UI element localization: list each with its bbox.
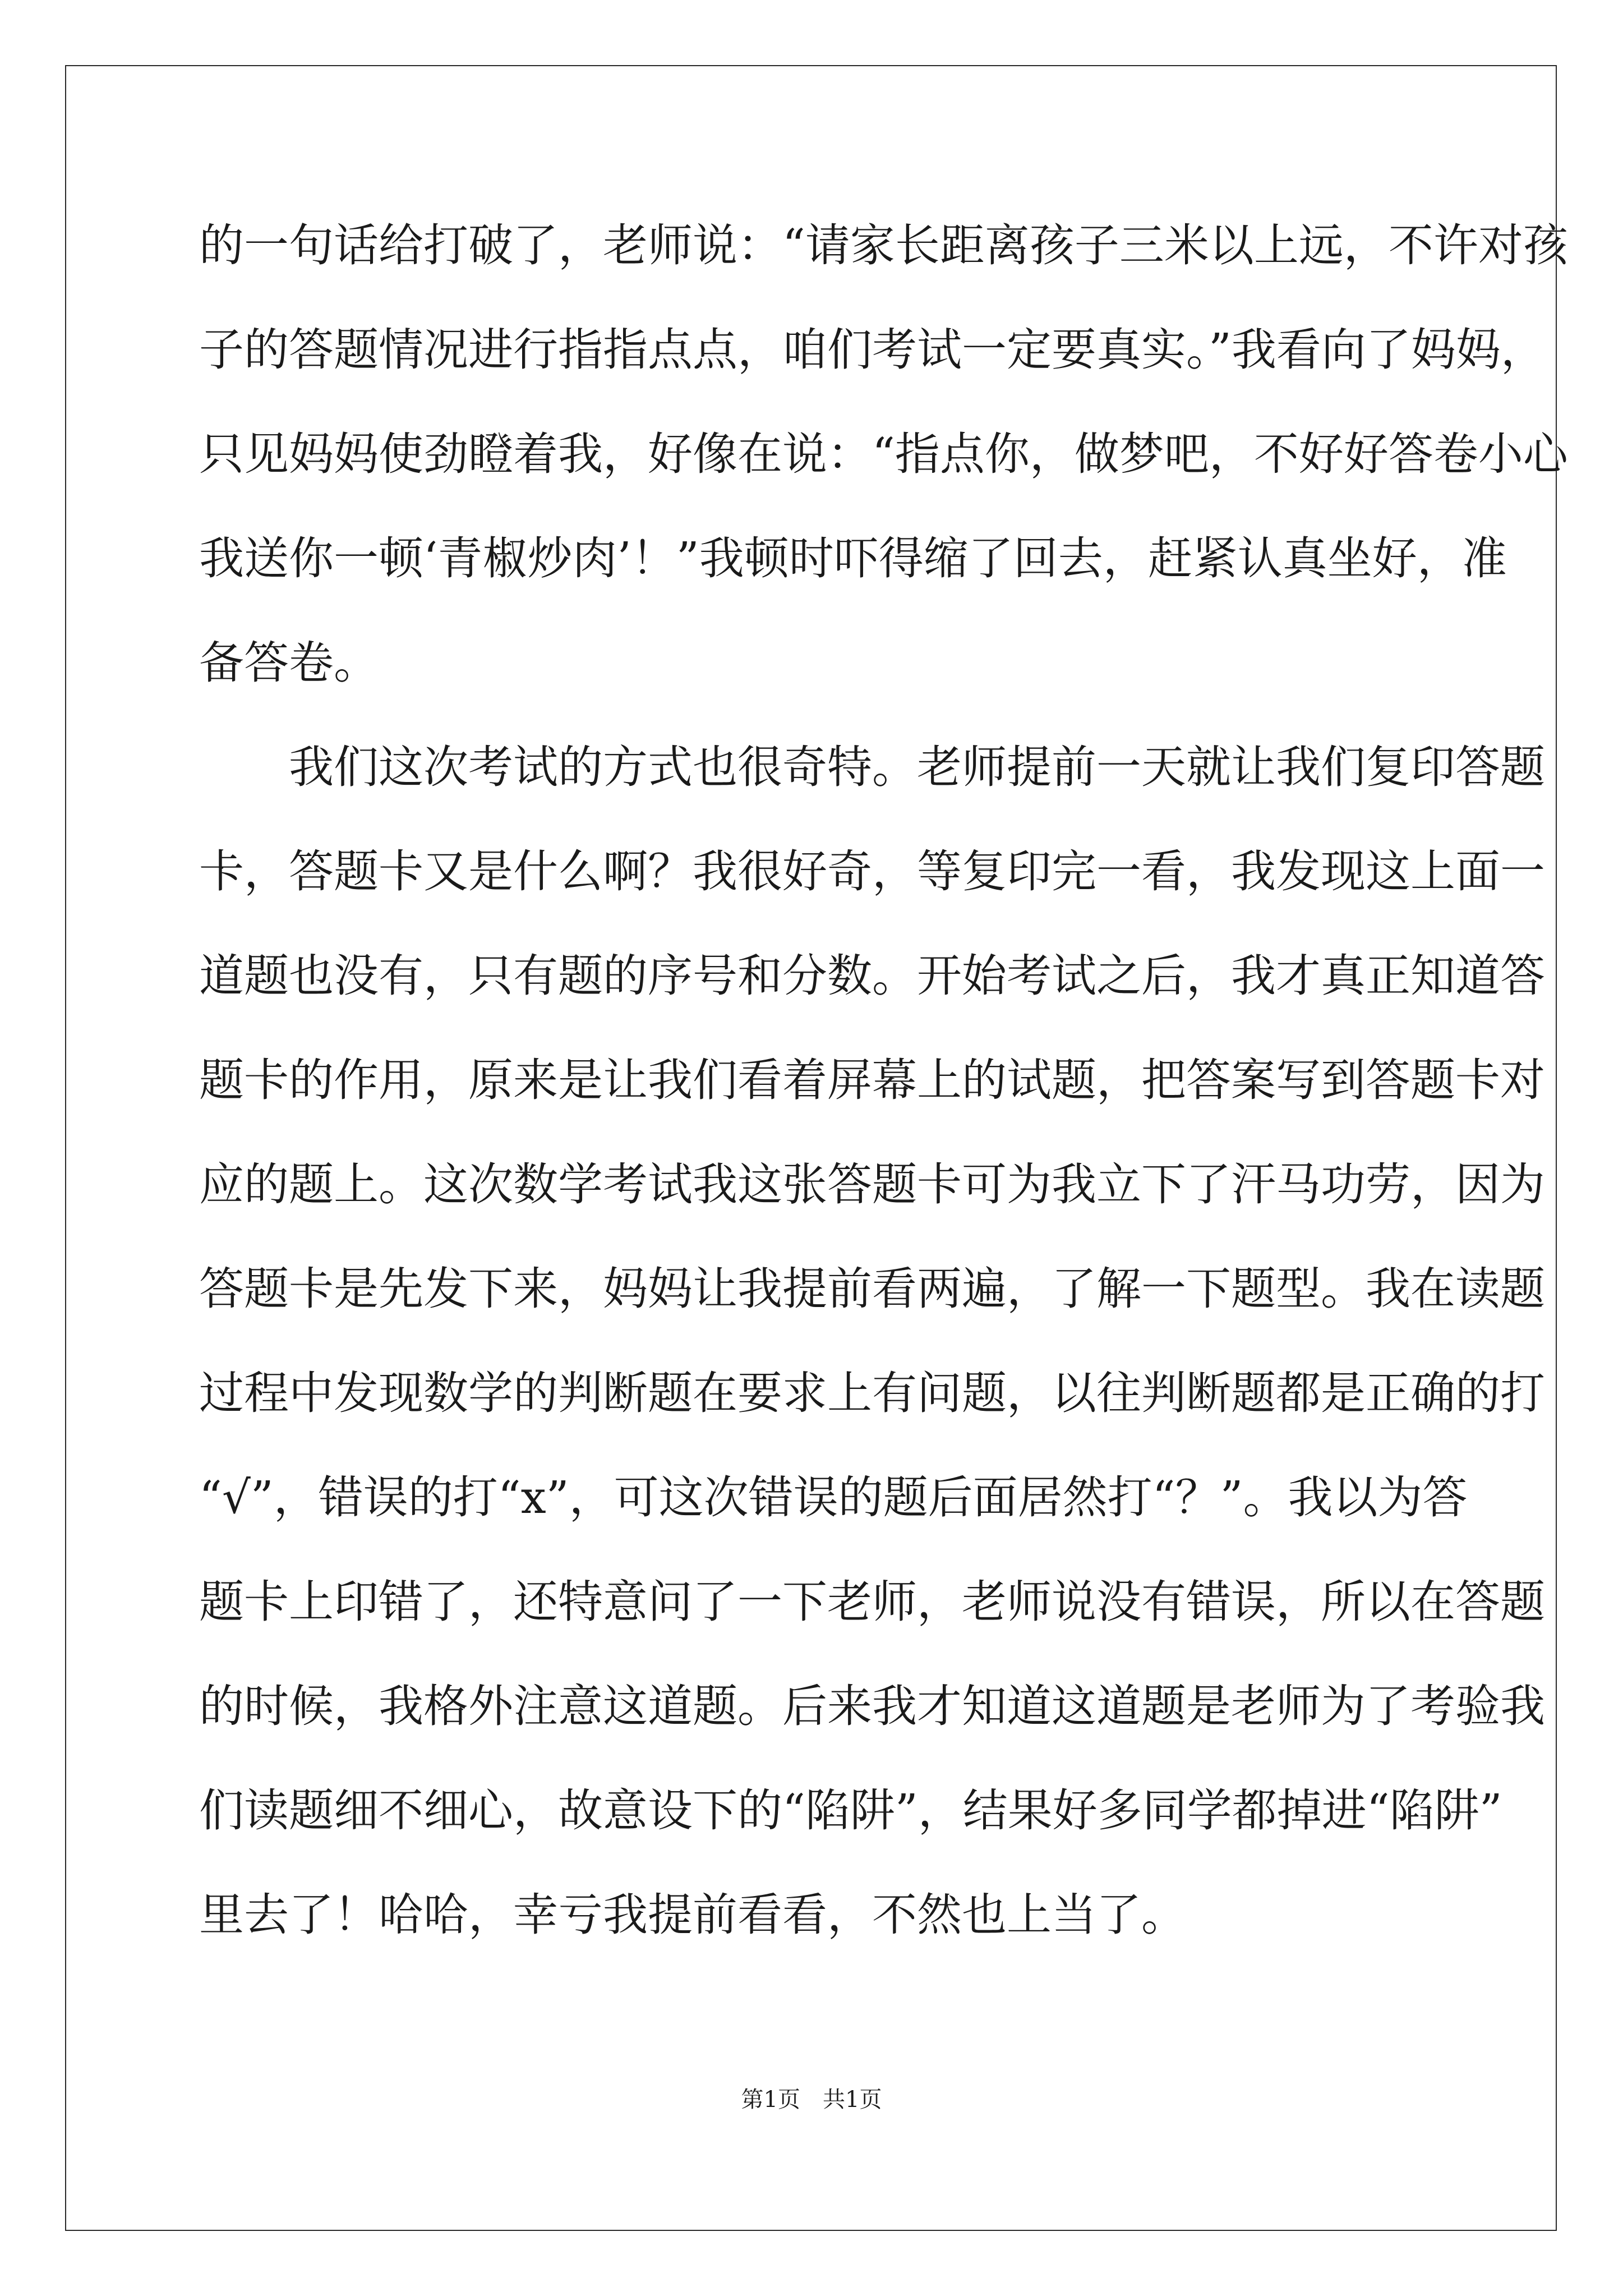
text-line: 卡，答题卡又是什么啊？我很好奇，等复印完一看，我发现这上面一 [199,845,1545,898]
text-line: 只见妈妈使劲瞪着我，好像在说：“指点你，做梦吧，不好好答卷小心 [199,428,1568,480]
text-line: 题卡上印错了，还特意问了一下老师，老师说没有错误，所以在答题 [199,1576,1545,1628]
text-line: 的时候，我格外注意这道题。后来我才知道这道题是老师为了考验我 [199,1680,1545,1732]
text-line: 过程中发现数学的判断题在要求上有问题，以往判断题都是正确的打 [199,1367,1545,1419]
text-line: 里去了！哈哈，幸亏我提前看看，不然也上当了。 [199,1889,1186,1941]
text-line: 们读题细不细心，故意设下的“陷阱”，结果好多同学都掉进“陷阱” [199,1784,1502,1837]
text-line: “√”，错误的打“x”，可这次错误的题后面居然打“？”。我以为答 [199,1471,1468,1524]
text-line: 子的答题情况进行指指点点，咱们考试一定要真实。”我看向了妈妈， [199,324,1546,376]
text-line: 我送你一顿‘青椒炒肉’！”我顿时吓得缩了回去，赶紧认真坐好，准 [199,532,1507,585]
text-line: 答题卡是先发下来，妈妈让我提前看两遍，了解一下题型。我在读题 [199,1263,1545,1315]
text-line: 备答卷。 [199,637,379,689]
text-line: 的一句话给打破了，老师说：“请家长距离孩子三米以上远，不许对孩 [199,219,1568,272]
text-line: 题卡的作用，原来是让我们看着屏幕上的试题，把答案写到答题卡对 [199,1054,1545,1106]
text-line: 我们这次考试的方式也很奇特。老师提前一天就让我们复印答题 [199,741,1545,793]
text-line: 道题也没有，只有题的序号和分数。开始考试之后，我才真正知道答 [199,950,1545,1002]
text-line: 应的题上。这次数学考试我这张答题卡可为我立下了汗马功劳，因为 [199,1158,1545,1211]
page-footer: 第1页 共1页 [741,2087,882,2113]
